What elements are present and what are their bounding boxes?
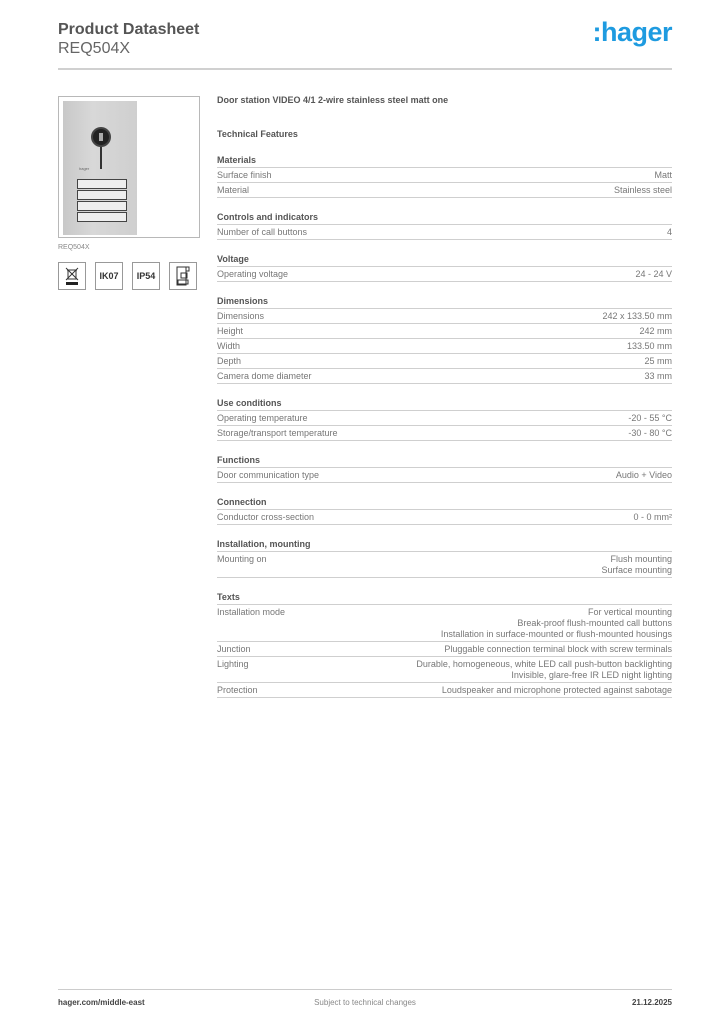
spec-label: Surface finish (217, 170, 272, 180)
section-title: Dimensions (217, 295, 672, 309)
section-title: Installation, mounting (217, 538, 672, 552)
spec-label: Width (217, 341, 241, 351)
section-title: Texts (217, 591, 672, 605)
spec-value (627, 341, 672, 352)
spec-row (217, 605, 672, 642)
spec-value-line: Matt (654, 170, 672, 180)
spec-value-line: Surface mounting (601, 565, 672, 575)
spec-value (644, 371, 672, 382)
spec-row (217, 411, 672, 426)
spec-value (644, 356, 672, 367)
spec-value (601, 554, 672, 576)
footer-divider (58, 989, 672, 990)
spec-value (442, 685, 672, 696)
spec-value-line: Invisible, glare-free IR LED night lighting (511, 670, 672, 680)
door-station-plate (63, 101, 137, 235)
spec-row (217, 683, 672, 698)
spec-label: Camera dome diameter (217, 371, 312, 381)
header-divider (58, 68, 672, 70)
spec-value-line: Loudspeaker and microphone protected against sabotage (441, 685, 672, 695)
spec-row (217, 267, 672, 282)
spec-value-line: -20 - 55 °C (628, 413, 672, 423)
footer-date: 21.12.2025 (631, 998, 672, 1007)
section-title: Materials (217, 154, 672, 168)
spec-label: Protection (217, 685, 258, 695)
call-button-icon (77, 201, 127, 211)
hager-logo: :hager (592, 17, 672, 47)
spec-value-line: 33 mm (644, 371, 672, 381)
spec-value (667, 227, 672, 238)
spec-value-line: Break-proof flush-mounted call buttons (517, 618, 672, 628)
spec-value-line: 0 - 0 mm² (633, 512, 672, 522)
spec-label: Operating temperature (217, 413, 308, 423)
spec-value-line: 24 - 24 V (635, 269, 672, 279)
spec-value-line: 242 x 133.50 mm (602, 311, 672, 321)
spec-row (217, 642, 672, 657)
spec-row (217, 225, 672, 240)
spec-label: Operating voltage (217, 269, 289, 279)
spec-section (217, 454, 672, 483)
spec-value (654, 170, 672, 181)
call-buttons (77, 179, 127, 223)
spec-label: Lighting (217, 659, 249, 669)
call-button-icon (77, 190, 127, 200)
section-title: Connection (217, 496, 672, 510)
spec-value (616, 470, 672, 481)
plate-brand: hager (79, 166, 90, 171)
footer-website-link[interactable]: hager.com/middle-east (58, 998, 145, 1007)
spec-row (217, 339, 672, 354)
spec-value-line: Stainless steel (613, 185, 672, 195)
page-title: Product Datasheet (58, 21, 200, 38)
spec-value (444, 644, 672, 655)
spec-label: Depth (217, 356, 242, 366)
spec-section (217, 538, 672, 578)
spec-value-line: 242 mm (639, 326, 672, 336)
product-image (58, 96, 200, 238)
spec-value-line: 25 mm (644, 356, 672, 366)
spec-label: Dimensions (217, 311, 265, 321)
spec-value-line: For vertical mounting (587, 607, 672, 617)
call-button-icon (77, 179, 127, 189)
image-caption: REQ504X (58, 244, 90, 251)
spec-value-line: 133.50 mm (626, 341, 672, 351)
section-title: Controls and indicators (217, 211, 672, 225)
spec-sections (217, 154, 672, 698)
spec-value-line: 4 (666, 227, 672, 237)
section-title: Use conditions (217, 397, 672, 411)
camera-stem (100, 147, 102, 169)
certification-badges (58, 262, 197, 290)
spec-value (635, 269, 672, 280)
spec-label: Conductor cross-section (217, 512, 315, 522)
spec-row (217, 168, 672, 183)
spec-section (217, 591, 672, 698)
spec-row (217, 309, 672, 324)
spec-value (441, 607, 672, 640)
spec-label: Storage/transport temperature (217, 428, 338, 438)
spec-section (217, 496, 672, 525)
spec-label: Height (217, 326, 244, 336)
spec-row (217, 510, 672, 525)
spec-row (217, 468, 672, 483)
spec-row (217, 426, 672, 441)
section-title: Voltage (217, 253, 672, 267)
section-title: Functions (217, 454, 672, 468)
spec-value-line: Flush mounting (610, 554, 672, 564)
spec-value-line: Audio + Video (615, 470, 672, 480)
ip-rating-icon: IP54 (132, 262, 160, 290)
spec-row (217, 369, 672, 384)
spec-section (217, 397, 672, 441)
product-reference: REQ504X (58, 40, 131, 57)
spec-row (217, 552, 672, 578)
spec-value (628, 428, 672, 439)
spec-value-line: Durable, homogeneous, white LED call push-button backlighting (416, 659, 672, 669)
spec-value-line: -30 - 80 °C (628, 428, 672, 438)
spec-section (217, 154, 672, 198)
spec-label: Door communication type (217, 470, 320, 480)
ik-rating-icon: IK07 (95, 262, 123, 290)
spec-row (217, 354, 672, 369)
spec-section (217, 211, 672, 240)
footer-notice: Subject to technical changes (314, 998, 416, 1007)
spec-row (217, 324, 672, 339)
spec-value (614, 185, 672, 196)
technical-content (217, 95, 672, 698)
product-description: Door station VIDEO 4/1 2-wire stainless steel matt one (217, 95, 449, 105)
page-header (58, 17, 672, 58)
spec-row (217, 657, 672, 683)
spec-value (628, 413, 672, 424)
spec-section (217, 295, 672, 384)
spec-row (217, 183, 672, 198)
spec-label: Number of call buttons (217, 227, 308, 237)
spec-value (416, 659, 672, 681)
technical-features-heading: Technical Features (217, 129, 298, 139)
spec-label: Junction (217, 644, 251, 654)
weee-crossed-bin-icon (58, 262, 86, 290)
spec-label: Mounting on (217, 554, 267, 564)
spec-value (602, 311, 672, 322)
call-button-icon (77, 212, 127, 222)
spec-value-line: Pluggable connection terminal block with screw terminals (444, 644, 672, 654)
spec-label: Material (217, 185, 250, 195)
camera-dome-icon (91, 127, 111, 147)
spec-value (639, 326, 672, 337)
spec-label: Installation mode (217, 607, 286, 617)
spec-value-line: Installation in surface-mounted or flush-mounted housings (440, 629, 672, 639)
mounting-diagram-icon (169, 262, 197, 290)
spec-value (633, 512, 672, 523)
spec-section (217, 253, 672, 282)
